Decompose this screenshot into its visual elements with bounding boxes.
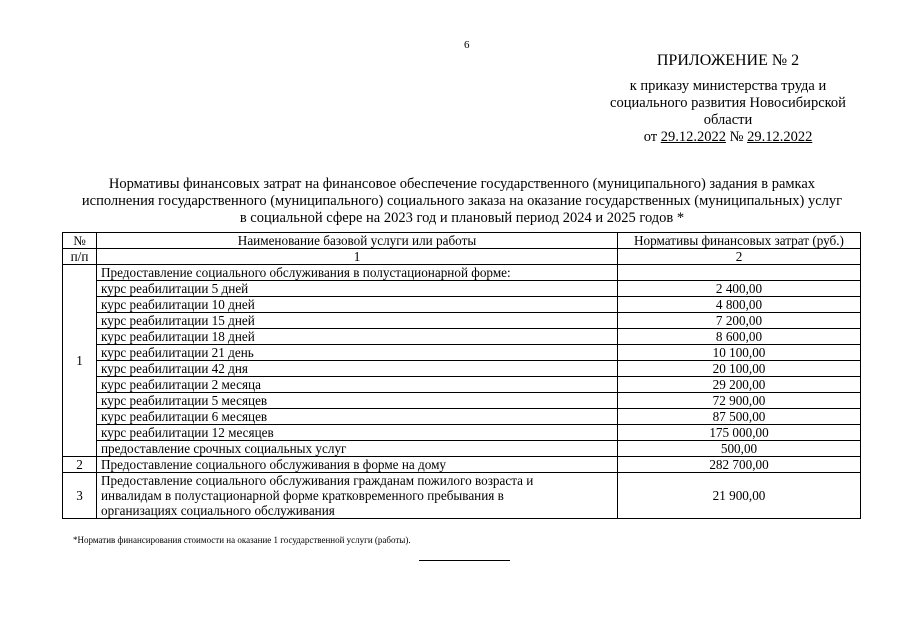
row-number: 3 bbox=[63, 473, 97, 519]
table-row bbox=[63, 329, 861, 345]
title-line: исполнения государственного (муниципального) социального заказа на оказание государственных (муниципальных) услуг bbox=[81, 193, 843, 209]
row-name: курс реабилитации 5 дней bbox=[97, 281, 618, 297]
table-row bbox=[63, 457, 861, 473]
row-name-line: организациях социального обслуживания bbox=[101, 503, 335, 518]
appendix-line: к приказу министерства труда и bbox=[629, 78, 827, 94]
table-header-row bbox=[63, 233, 861, 249]
row-name: курс реабилитации 42 дня bbox=[97, 361, 618, 377]
row-value: 29 200,00 bbox=[618, 377, 861, 393]
title-line: Нормативы финансовых затрат на финансовое обеспечение государственного (муниципального) задания в рамках bbox=[108, 176, 816, 192]
row-name: курс реабилитации 10 дней bbox=[97, 297, 618, 313]
table-row bbox=[63, 409, 861, 425]
date-prefix: от bbox=[643, 129, 661, 145]
group-heading: Предоставление социального обслуживания в полустационарной форме: bbox=[97, 265, 618, 281]
index-num: п/п bbox=[63, 249, 97, 265]
row-name: предоставление срочных социальных услуг bbox=[97, 441, 618, 457]
index-value: 2 bbox=[618, 249, 861, 265]
row-name: курс реабилитации 21 день bbox=[97, 345, 618, 361]
table-row bbox=[63, 441, 861, 457]
row-value bbox=[618, 265, 861, 281]
order-date: 29.12.2022 bbox=[660, 129, 726, 145]
appendix-block bbox=[593, 52, 863, 146]
table-row bbox=[63, 377, 861, 393]
row-value: 4 800,00 bbox=[618, 297, 861, 313]
row-name: Предоставление социального обслуживания в форме на дому bbox=[97, 457, 618, 473]
row-name: курс реабилитации 18 дней bbox=[97, 329, 618, 345]
norms-table bbox=[62, 232, 861, 519]
row-name: курс реабилитации 5 месяцев bbox=[97, 393, 618, 409]
appendix-heading: ПРИЛОЖЕНИЕ № 2 bbox=[656, 52, 800, 69]
title-line: в социальной сфере на 2023 год и плановый период 2024 и 2025 годов * bbox=[239, 210, 685, 226]
header-name: Наименование базовой услуги или работы bbox=[97, 233, 618, 249]
row-name-line: инвалидам в полустационарной форме кратковременного пребывания в bbox=[101, 488, 504, 503]
order-number: 29.12.2022 bbox=[747, 129, 813, 145]
footnote: *Норматив финансирования стоимости на оказание 1 государственной услуги (работы). bbox=[73, 535, 411, 545]
row-value: 72 900,00 bbox=[618, 393, 861, 409]
number-prefix: № bbox=[725, 129, 748, 145]
header-value: Нормативы финансовых затрат (руб.) bbox=[618, 233, 861, 249]
end-divider bbox=[419, 560, 510, 561]
row-name: курс реабилитации 2 месяца bbox=[97, 377, 618, 393]
appendix-line: области bbox=[703, 112, 753, 128]
row-value: 10 100,00 bbox=[618, 345, 861, 361]
row-name: курс реабилитации 15 дней bbox=[97, 313, 618, 329]
table-row bbox=[63, 345, 861, 361]
table-row bbox=[63, 265, 861, 281]
header-num: № bbox=[63, 233, 97, 249]
row-value: 175 000,00 bbox=[618, 425, 861, 441]
table-row bbox=[63, 361, 861, 377]
row-value: 500,00 bbox=[618, 441, 861, 457]
table-row bbox=[63, 425, 861, 441]
appendix-date-line bbox=[593, 129, 863, 146]
row-name: курс реабилитации 6 месяцев bbox=[97, 409, 618, 425]
appendix-line: социального развития Новосибирской bbox=[610, 95, 846, 111]
table-row bbox=[63, 281, 861, 297]
row-value: 87 500,00 bbox=[618, 409, 861, 425]
index-name: 1 bbox=[97, 249, 618, 265]
table-row bbox=[63, 393, 861, 409]
row-name: курс реабилитации 12 месяцев bbox=[97, 425, 618, 441]
row-value: 7 200,00 bbox=[618, 313, 861, 329]
page-number: 6 bbox=[464, 39, 470, 51]
row-number: 2 bbox=[63, 457, 97, 473]
row-number: 1 bbox=[63, 265, 97, 457]
row-name-multiline bbox=[97, 473, 618, 519]
table-row bbox=[63, 473, 861, 519]
document-title bbox=[62, 176, 862, 227]
table-index-row bbox=[63, 249, 861, 265]
row-value: 20 100,00 bbox=[618, 361, 861, 377]
row-value: 21 900,00 bbox=[618, 473, 861, 519]
row-name-line: Предоставление социального обслуживания гражданам пожилого возраста и bbox=[101, 473, 534, 488]
table-row bbox=[63, 297, 861, 313]
row-value: 282 700,00 bbox=[618, 457, 861, 473]
row-value: 2 400,00 bbox=[618, 281, 861, 297]
table-row bbox=[63, 313, 861, 329]
row-value: 8 600,00 bbox=[618, 329, 861, 345]
